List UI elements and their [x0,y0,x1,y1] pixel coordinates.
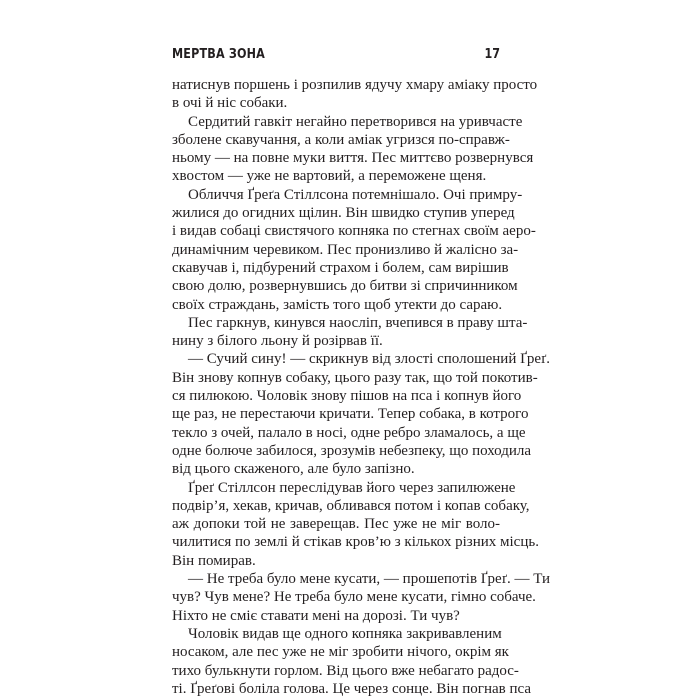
text-line: жилися до огидних щілин. Він швидко ступив уперед [172,205,515,222]
text-line: ще раз, не перестаючи кричати. Тепер собака, в котрого [172,406,529,423]
text-line: аж допоки той не заверещав. Пес уже не міг воло- [172,516,500,533]
page-number: 17 [484,47,500,62]
text-line: Чоловік видав ще одного копняка закривавленим [188,625,502,642]
text-line: чилитися по землі й стікав кров’ю з кількох різних місць. [172,534,539,551]
text-line: Пес гаркнув, кинувся наосліп, вчепився в праву шта- [188,314,528,331]
text-line: Сердитий гавкіт негайно перетворився на уривчасте [188,113,523,130]
running-title: МЕРТВА ЗОНА [172,47,266,62]
text-line: хвостом — уже не вартовий, а переможене щеня. [172,168,487,185]
text-line: чув? Чув мене? Не треба було мене кусати, гімно собаче. [172,589,536,606]
body-text [172,76,551,698]
text-line: від цього скаженого, але було запізно. [172,461,415,478]
text-line: Ніхто не сміє ставати мені на дорозі. Ти чув? [172,607,460,624]
text-line: текло з очей, палало в носі, одне ребро зламалось, а ще [172,424,526,441]
text-line: Він помирав. [172,552,256,569]
page-header [172,44,500,66]
text-line: скавучав і, підбурений страхом і болем, сам вирішив [172,259,509,276]
text-line: динамічним черевиком. Пес пронизливо й жалісно за- [172,241,519,258]
text-line: Він знову копнув собаку, цього разу так, що той покотив- [172,369,538,386]
text-line: подвір’я, хекав, кричав, обливався потом і копав собаку, [172,497,530,514]
text-line: Обличчя Ґреґа Стіллсона потемнішало. Очі примру- [188,186,523,203]
text-line: і видав собаці свистячого копняка по стегнах своїм аеро- [172,223,536,240]
text-line: одне болюче забилося, зрозумів небезпеку, що походила [172,442,532,459]
text-line: натиснув поршень і розпилив ядучу хмару аміаку просто [172,77,538,93]
text-line: в очі й ніс собаки. [172,95,288,112]
text-line: свою долю, розвернувшись до битви зі спричинником [172,278,518,295]
text-line: — Сучий сину! — скрикнув від злості сполошений Ґреґ. [188,351,551,368]
text-line: Ґреґ Стіллсон переслідував його через запилюжене [188,479,516,496]
text-line: ся пилюкою. Чоловік знову пішов на пса і копнув його [172,388,522,405]
text-line: ті. Ґреґові боліла голова. Це через сонце. Він погнав пса [172,680,531,697]
text-line: — Не треба було мене кусати, — прошепотів Ґреґ. — Ти [188,571,551,588]
text-line: своїх страждань, замість того щоб утекти до сараю. [172,296,503,313]
text-line: нину з білого льону й розірвав її. [172,333,383,350]
text-line: носаком, але пес уже не міг зробити нічого, окрім як [172,644,509,661]
text-line: зболене скавучання, а коли аміак угризся по-справж- [172,131,510,148]
text-line: тихо булькнути горлом. Від цього вже небагато радос- [172,662,519,679]
text-line: ньому — на повне муки виття. Пес миттєво розвернувся [172,150,534,167]
